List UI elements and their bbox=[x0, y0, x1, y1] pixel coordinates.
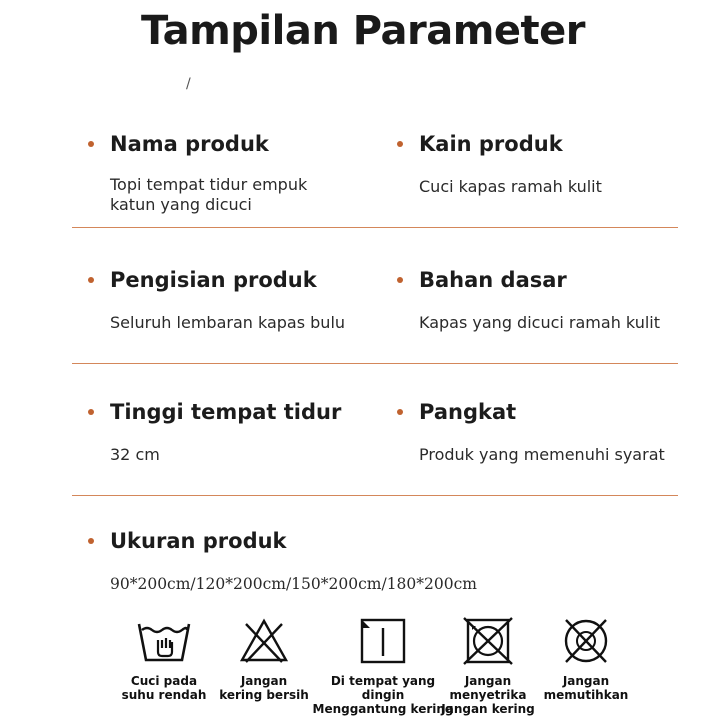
param-value: katun yang dicuci bbox=[110, 195, 252, 214]
care-label: Cuci pada bbox=[130, 674, 198, 688]
divider bbox=[72, 495, 678, 496]
care-label: Jangan bbox=[464, 674, 512, 688]
param-label: Pangkat bbox=[419, 400, 517, 424]
wash-low-temp-icon bbox=[134, 616, 194, 666]
bullet-icon bbox=[88, 277, 94, 283]
param-nama-produk bbox=[88, 131, 307, 215]
care-label: Jangan bbox=[240, 674, 288, 688]
param-tinggi-tempat-tidur bbox=[88, 399, 341, 465]
param-label: Tinggi tempat tidur bbox=[110, 400, 342, 424]
param-value: Seluruh lembaran kapas bulu bbox=[110, 313, 346, 332]
care-label: Jangan kering bbox=[441, 702, 535, 716]
care-label: suhu rendah bbox=[121, 688, 207, 702]
bullet-icon bbox=[88, 538, 94, 544]
param-ukuran-produk bbox=[88, 528, 477, 594]
param-label: Ukuran produk bbox=[110, 529, 287, 553]
care-label: kering bersih bbox=[219, 688, 309, 702]
care-label: Jangan bbox=[562, 674, 610, 688]
divider bbox=[72, 227, 678, 228]
param-value: Topi tempat tidur empuk bbox=[110, 175, 308, 194]
bullet-icon bbox=[397, 141, 403, 147]
care-label: Di tempat yang dingin bbox=[330, 674, 436, 702]
bullet-icon bbox=[88, 141, 94, 147]
param-value: Produk yang memenuhi syarat bbox=[419, 445, 665, 464]
param-pangkat bbox=[397, 399, 665, 465]
dry-in-shade-icon bbox=[358, 616, 408, 666]
no-bleach-icon bbox=[560, 616, 612, 666]
no-dry-clean-icon bbox=[236, 616, 292, 666]
bullet-icon bbox=[88, 409, 94, 415]
no-iron-no-dry-icon bbox=[462, 616, 514, 666]
param-value: 90*200cm/120*200cm/150*200cm/180*200cm bbox=[110, 575, 477, 593]
param-label: Kain produk bbox=[419, 132, 563, 156]
param-value: Kapas yang dicuci ramah kulit bbox=[419, 313, 660, 332]
divider bbox=[72, 363, 678, 364]
care-label: memutihkan bbox=[543, 688, 629, 702]
care-item-no-bleach bbox=[524, 616, 648, 702]
bullet-icon bbox=[397, 277, 403, 283]
param-pengisian-produk bbox=[88, 267, 345, 333]
param-label: Nama produk bbox=[110, 132, 269, 156]
care-label: Menggantung kering bbox=[312, 702, 454, 716]
bullet-icon bbox=[397, 409, 403, 415]
param-value: Cuci kapas ramah kulit bbox=[419, 177, 602, 196]
param-label: Bahan dasar bbox=[419, 268, 567, 292]
slash-mark: / bbox=[186, 76, 191, 92]
param-bahan-dasar bbox=[397, 267, 660, 333]
param-value: 32 cm bbox=[110, 445, 160, 464]
param-kain-produk bbox=[397, 131, 602, 197]
param-label: Pengisian produk bbox=[110, 268, 317, 292]
care-instructions bbox=[108, 616, 648, 720]
care-label: menyetrika bbox=[449, 688, 527, 702]
page-title: Tampilan Parameter bbox=[141, 8, 585, 54]
